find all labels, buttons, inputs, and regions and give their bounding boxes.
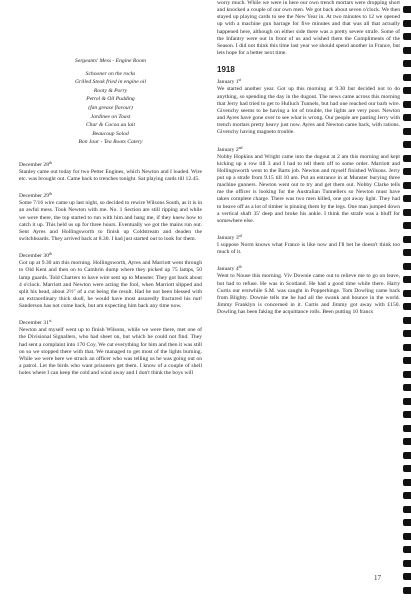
menu-item: Rooty & Porry (93, 87, 128, 94)
binding-hole (403, 263, 411, 270)
entry-date: January 2nd (217, 145, 243, 153)
menu-item: Char & Cocoa au lait (85, 122, 136, 129)
binding-hole (403, 195, 411, 202)
diary-entry (19, 250, 202, 310)
binding-hole (403, 330, 411, 337)
binding-hole (403, 344, 411, 351)
diary-entry (19, 159, 202, 183)
entry-text: Went to Nouse this morning. Viv Downie came out to relieve me to go on leave, but had to refuse. He was in Scotland. He had a good time while there. Harry Curtis our erstwhile S.M. was caught in Popperhinge. Tom Dowling came back from Blighty. Downie tells me he had all the swank and bounce in the world. Jimmy Franklyn is concerned in it. Curtis and Jimmy got away with £150. Dowling has been faking the acquittance rolls. Been putting 10 francs (217, 273, 400, 316)
binding-hole (403, 74, 411, 81)
binding-hole (403, 114, 411, 121)
entry-date: December 29th (19, 192, 52, 200)
binding-hole (403, 533, 411, 540)
binding-hole (403, 168, 411, 175)
right-column (217, 0, 400, 323)
binding-hole (403, 155, 411, 162)
binding-hole (403, 182, 411, 189)
binding-hole (403, 222, 411, 229)
binding-hole (403, 236, 411, 243)
binding-hole (403, 519, 411, 526)
entry-text: We started another year. Got up this morning at 9.30 but decided not to do anything, so spending the day in the dugout. The news came across this morning that Jerry had tried to get to Hulluch Tunnels, but had one reached our barb wire. Givenchy seems to be having a lot of trouble, the lights are very poor. Newton and Ayres have gone over to see what is wrong. Our people are pasting Jerry with trench mortars pretty heavy just now. Ayres and Newton came back, with rations. Givenchy having magneto trouble. (217, 86, 400, 136)
menu-item: Grilled Steak fried in engine oil (75, 79, 146, 86)
binding-hole (403, 209, 411, 216)
binding-hole (403, 303, 411, 310)
binding-hole (403, 492, 411, 499)
binding-hole (403, 573, 411, 580)
entry-date: January 4th (217, 265, 242, 273)
binding-hole (403, 33, 411, 40)
diary-entry (217, 76, 400, 136)
menu-item: (fan grease flavour) (88, 104, 133, 111)
binding-hole (403, 249, 411, 256)
binding-hole (403, 357, 411, 364)
binding-hole (403, 47, 411, 54)
binding-hole (403, 276, 411, 283)
entry-text: Stanley came out today for two Petter Engines, which Newton and I loaded. Wire etc. was brought out. Came back to trenches tonight. Sat playing cards till 12.45. (19, 168, 202, 183)
entry-date: December 30th (19, 252, 52, 260)
diary-entry (217, 144, 400, 226)
entry-date: January 3rd (217, 234, 242, 242)
entry-date: January 1st (217, 78, 242, 86)
diary-entry (217, 263, 400, 316)
entry-text: Nobby Hopkins and Wright came into the dugout at 2 am this morning and kept kicking up a row till 3 and I had to tell them off to some order. Marriott and Hollingsworth went to the Barts job. Newton and myself finished Wilsons. Jerry put up a strafe from 9.15 till 10 am. Put an entrance in at Munster burying three machine gunners. Newton went out to try and get them out. Nobby Clarke tells me the officer is looking for the Australian Tunnellers so Newton must have taken complete charge. There was two men killed, one got away light. They had to heave off as a lot of timber is pinning them by the legs. One man jumped down a vertical shaft 35' deep and broke his ankle. I think the strafe was a bluff for somewhere else. (217, 153, 400, 224)
entry-text: Newton and myself went up to finish Wilsons, while we were there, met one of the Divisional Signallers, who had sheet on, but which he could not find. They had sent a complaint into 170 Coy. We cut everything for him and then it was still on so we stopped there with that. We managed to get most of the lights burning. While we were here we struck an officer who was telling us he was going out on a patrol. Let the birds who want prisoners get them. I know of a couple of shell holes where I can keep the cold and wind away and I don't think the boys will (19, 327, 202, 377)
diary-entry (217, 232, 400, 256)
binding-hole (403, 546, 411, 553)
entry-text: I suppose Norm knows what France is like now and I'll bet he doesn't think too much of it. (217, 242, 400, 256)
binding-hole (403, 87, 411, 94)
diary-entry (19, 190, 202, 243)
binding-hole (403, 452, 411, 459)
binding-hole (403, 141, 411, 148)
binding-hole (403, 384, 411, 391)
entry-text: Some 7/16 wire came up last night, so decided to rewire Wilsons South, as it is in an awful mess. Took Newton with me. No. 1 Section are still ripping and while we were there, the top started to run with him and hang me, if they knew how to catch it up. This held us up for three hours. Eventually we got the mains run out. Sent Ayres and Hollingsworth to finish up Coldstream and deaden the switchboards. They arrived back at 8.30. I had just started out to look for them. (19, 200, 202, 243)
entry-date: December 31st (19, 319, 52, 327)
menu-item: Schooner on the rocks (85, 70, 136, 77)
menu-item: Bon Jour - Tea Roots Catery (78, 139, 143, 146)
continued-text: worry much. While we were in here our own trench mortars were dropping short and knocked a couple of our own men. We got back about seven o'clock. We then stayed up playing cards to see the New Year in. At two minutes to 12 we opened up with a machine gun barrage for five minutes and that was all that actually happened here, although on either side there was a pretty severe strafe. Some of the Infantry were out in front of us and wished them the Compliments of the Season. I did not think this time last year we should spend another in France, but lets hope for a better next time. (217, 0, 400, 57)
binding-hole (403, 425, 411, 432)
binding-hole (403, 506, 411, 513)
year-heading: 1918 (217, 65, 235, 75)
left-column (19, 0, 202, 384)
entry-date: December 28th (19, 160, 52, 168)
binding-hole (403, 587, 411, 594)
menu-item: Petrol & Oil Pudding (86, 96, 135, 103)
menu-item: Jardinee on Toast (90, 113, 131, 120)
spiral-binding (401, 0, 411, 600)
binding-hole (403, 371, 411, 378)
menu-title: Sergeants' Mess - Engine Room (75, 58, 146, 64)
binding-hole (403, 560, 411, 567)
binding-hole (403, 20, 411, 27)
binding-hole (403, 479, 411, 486)
page-number: 17 (374, 574, 381, 582)
binding-hole (403, 128, 411, 135)
diary-entry (19, 317, 202, 377)
binding-hole (403, 101, 411, 108)
binding-hole (403, 411, 411, 418)
binding-hole (403, 465, 411, 472)
binding-hole (403, 6, 411, 13)
binding-hole (403, 60, 411, 67)
entry-text: Got up at 9.30 am this morning. Hollingsworth, Ayres and Marriott went through to Old Kent and then on to Cambrin dump where they picked up 75 lamps, 50 lamp guards. Told Charters to have wire sent up to Munster. They got back about 4 o'clock. Marriott and Newton were acting the fool, when Marriott slipped and split his head, about 2½" of a cut being the result. Had he not been blessed with an extraordinary thick skull, he would have most assuredly fractured his nut! Sanderson has not come back, but am expecting him back any time now. (19, 260, 202, 310)
mess-menu (19, 57, 202, 147)
menu-item: Beaucoup Solod (92, 130, 129, 137)
binding-hole (403, 398, 411, 405)
binding-hole (403, 317, 411, 324)
binding-hole (403, 290, 411, 297)
binding-hole (403, 438, 411, 445)
